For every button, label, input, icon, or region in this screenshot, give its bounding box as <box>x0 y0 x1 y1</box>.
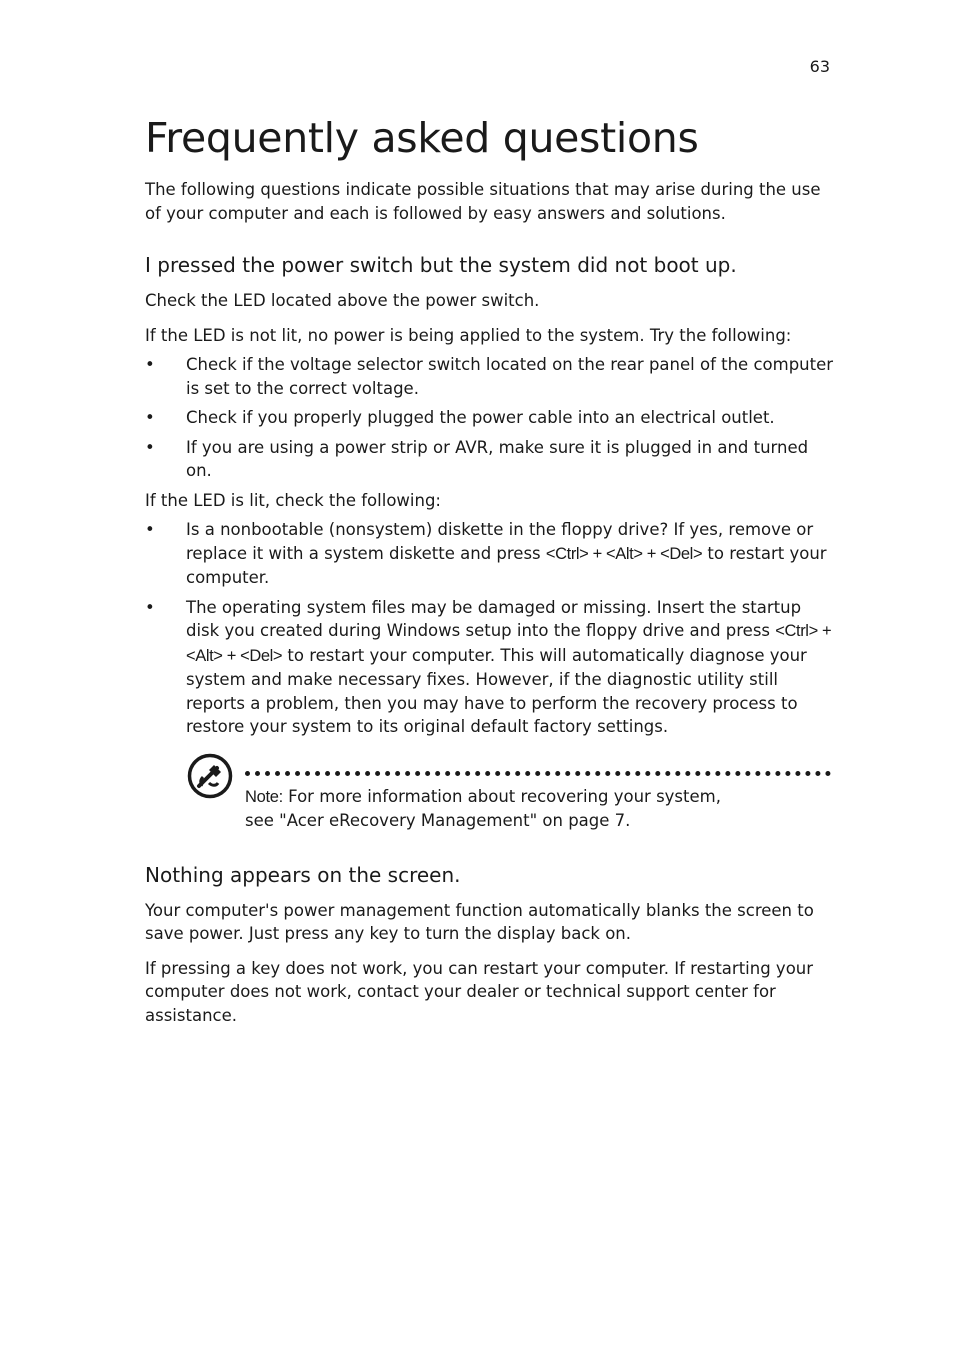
bullet: • <box>145 408 155 427</box>
bullet: • <box>145 355 155 374</box>
note-line-1: For more information about recovering your system, <box>282 786 721 806</box>
list-item-text: If you are using a power strip or AVR, make sure it is plugged in and turned on. <box>186 437 809 480</box>
list-item-text: Check if you properly plugged the power cable into an electrical outlet. <box>186 408 775 427</box>
page-title: Frequently asked questions <box>145 114 699 162</box>
note-dotted-divider <box>245 771 831 776</box>
check-led-paragraph: Check the LED located above the power switch. <box>145 291 540 310</box>
text-after-keys: to restart your computer. This will automatically diagnose your system and make necessary fixes. However, if the diagnostic utility still reports a problem, then you may have to perform the recovery process to restore your system to its original default factory settings. <box>186 645 807 736</box>
bullet: • <box>145 520 155 539</box>
led-lit-list <box>145 518 835 739</box>
note-line-2: see "Acer eRecovery Management" on page 7. <box>245 811 631 830</box>
text-before-keys: The operating system files may be damaged or missing. Insert the startup disk you created during Windows setup into the floppy drive and press <box>186 597 802 640</box>
bullet: • <box>145 437 155 457</box>
note-box <box>145 753 835 835</box>
power-management-paragraph: Your computer's power management function automatically blanks the screen to save power. Just press any key to turn the display back on. <box>145 900 814 943</box>
section-heading-no-display: Nothing appears on the screen. <box>145 862 461 887</box>
note-pen-icon <box>187 753 233 799</box>
bullet: • <box>145 597 155 617</box>
list-item <box>145 518 835 590</box>
text-after-keys: to restart your computer. <box>186 543 827 587</box>
page-number: 63 <box>809 57 830 76</box>
section-heading-no-boot: I pressed the power switch but the system did not boot up. <box>145 253 737 277</box>
list-item-text <box>186 520 827 587</box>
key-combination: <Ctrl> + <Alt> + <Del> <box>186 622 832 665</box>
list-item <box>145 406 835 430</box>
restart-paragraph: If pressing a key does not work, you can restart your computer. If restarting your computer does not work, contact your dealer or technical support center for assistance. <box>145 958 814 1025</box>
list-item <box>145 596 835 739</box>
text-before-keys: Is a nonbootable (nonsystem) diskette in the floppy drive? If yes, remove or replace it with a system diskette and press <box>186 520 814 563</box>
list-item <box>145 353 835 400</box>
intro-paragraph: The following questions indicate possible situations that may arise during the use of your computer and each is followed by easy answers and solutions. <box>145 180 821 223</box>
list-item-text <box>186 598 831 737</box>
page-content <box>145 110 835 1027</box>
led-unlit-list <box>145 353 835 483</box>
note-label: Note: <box>245 787 283 806</box>
led-not-lit-paragraph: If the LED is not lit, no power is being applied to the system. Try the following: <box>145 325 792 345</box>
led-lit-paragraph: If the LED is lit, check the following: <box>145 490 441 510</box>
key-combination: <Ctrl> + <Alt> + <Del> <box>545 544 703 563</box>
list-item <box>145 436 835 483</box>
note-text <box>245 785 805 833</box>
list-item-text: Check if the voltage selector switch located on the rear panel of the computer is set to the correct voltage. <box>186 355 834 398</box>
